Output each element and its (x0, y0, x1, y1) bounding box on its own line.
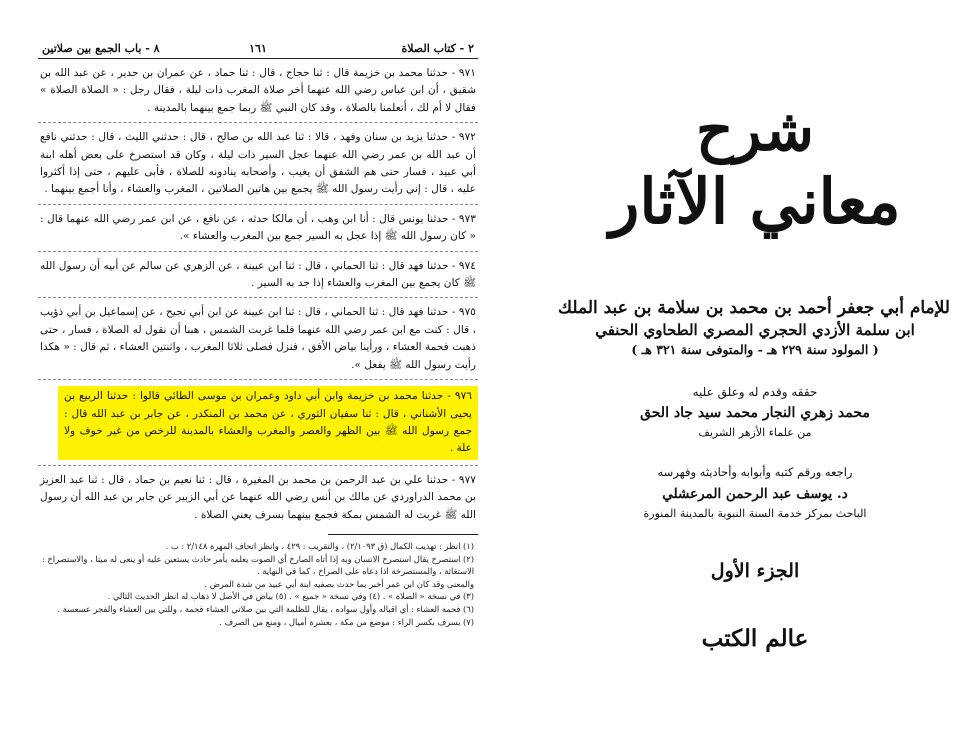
hadith-977: ٩٧٧ - حدثنا علي بن عبد الرحمن بن محمد بن المغيرة ، قال : ثنا نعيم بن حماد ، قال : ثنا عبد العزيز بن محمد الدراوردي عن مالك بن أنس رضي الله عنهما عن أبي الزبير عن جابر بن عبد الله أن رسول الله ﷺ غربت له الشمس بمكة فجمع بينهما بسرف يعني الصلاة . (40, 473, 476, 521)
editor-names: محمد زهري النجار محمد سيد جاد الحق (640, 405, 870, 421)
hadith-974: ٩٧٤ - حدثنا فهد قال : ثنا الحماني ، قال : ثنا ابن عيينة ، عن الزهري عن سالم عن أبيه أن رسول الله ﷺ كان يجمع بين المغرب والعشاء إذا جد به السير . (40, 259, 476, 290)
author-line-2: ابن سلمة الأزدي الحجري المصري الطحاوي الحنفي (595, 321, 915, 339)
reviser-credit-heading: راجعه ورقم كتبه وأبوابه وأحاديثه وفهرسه (657, 465, 853, 479)
footnote: (٣) في نسخة « الصلاة » . (٤) وفي نسخة « جميع » . (٥) بياض في الأصل لا ذهاب له انظر الحديث التالي . (107, 591, 474, 602)
hadith-divider (38, 465, 478, 467)
hadith-divider (38, 297, 478, 299)
footnote: (١) انظر : تهذيب الكمال (ق ٢/١٠٩٣) ، والتقريب : ٤٢٩ ، وانظر اتحاف المهرة ٢/١٤٨ : ب . (165, 540, 474, 551)
hadith-976-highlighted: ٩٧٦ - حدثنا محمد بن خزيمة وابن أبي داود وعمران بن موسى الطائي قالوا : حدثنا الربيع بن يحيى الأشناني ، قال : ثنا سفيان الثوري ، عن محمد بن المنكدر ، عن جابر بن عبد الله قال : جمع رسول الله ﷺ بين الظهر والعصر والمغرب والعشاء بالمدينة للرخص من غير خوف ولا علة . (58, 386, 478, 460)
running-head-book: ٢ - كتاب الصلاة (401, 42, 474, 55)
running-head-chapter: ٨ - باب الجمع بين صلاتين (42, 42, 160, 55)
editor-credit-heading: حققه وقدم له وعلق عليه (692, 385, 818, 399)
running-head (38, 40, 478, 59)
hadith-975: ٩٧٥ - حدثنا فهد قال : ثنا الحماني ، قال : ثنا ابن عيينة عن ابن أبي نجيح ، عن إسماعيل بن أبي ذؤيب ، قال : كنت مع ابن عمر رضي الله عنهما فلما غربت الشمس ، هبنا أن نقول له الصلاة ، فسار ، حتى ذهبت فحمة العشاء ، ورأينا بياض الأفق ، فنزل فصلى ثلاثا المغرب ، واثنتين العشاء ، ثم قال : « هكذا رأيت رسول الله ﷺ يفعل ». (40, 306, 476, 371)
book-title-line-1: شرح (695, 96, 815, 164)
footnote: (٢) استصرخ يقال استصرخ الانسان وبه إذا أتاه الصارخ أي الصوت يعلمه بأمر حادث يستعين عليه أو ينعى له ميتا ، والاستصراخ : الاستغاثة ، والمستصرخة اذا دعاه على الصراخ ، كما في النهاية . (41, 553, 474, 577)
left-page (38, 40, 478, 690)
footnote: والمعنى وقد كان ابن عمر أخبر بما حدث بصفيه ابنة أبي عبيد من شدة المرض . (204, 578, 474, 589)
hadith-972: ٩٧٢ - حدثنا يزيد بن سنان وفهد ، قالا : ثنا عبد الله بن صالح ، قال : حدثني الليث ، قال : حدثني نافع أن عبد الله بن عمر رضي الله عنهما عجل السير ذات ليلة ، وكان قد استصرخ على بعض أهله ابنة أبي عبيد ، فسار حتى هم الشفق أن يغيب ، وأصحابه ينادونه للصلاة ، فأبى عليهم ، حتى إذا أكثروا عليه ، قال : إني رأيت رسول الله ﷺ يجمع بين هاتين الصلاتين ، المغرب والعشاء ، وأنا أجمع بينهما . (40, 131, 476, 196)
volume-label: الجزء الأول (710, 560, 800, 582)
book-title-line-2: معاني الآثار (609, 165, 901, 238)
hadith-divider (38, 122, 478, 124)
reviser-name: د. يوسف عبد الرحمن المرعشلي (662, 486, 848, 502)
book-title (560, 95, 950, 239)
footnote: (٦) فحمة العشاء : أي اقباله وأول سواده ، يقال للظلمة التي بين صلاتي العشاء فحمة ، وللتي بين العشاء والفجر عسعسة . (57, 603, 474, 614)
editor-affiliation: من علماء الأزهر الشريف (698, 426, 812, 439)
hadith-divider (38, 251, 478, 253)
hadith-971: ٩٧١ - حدثنا محمد بن خزيمة قال : ثنا حجاج ، قال : ثنا حماد ، عن عمران بن حدير ، عن عبد الله بن شقيق ، أن ابن عباس رضي الله عنهما أخر صلاة المغرب ذات ليلة ، فقال رجل : « الصلاة الصلاة » فقال لا أم لك ، أتعلمنا بالصلاة ، وقد كان النبي ﷺ ربما جمع بينهما بالمدينة . (40, 67, 476, 114)
publisher-name: عالم الكتب (701, 625, 809, 652)
author-line-1: للإمام أبي جعفر أحمد بن محمد بن سلامة بن عبد الملك (558, 298, 950, 318)
footnote: (٧) بسرف بكسر الراء : موضع من مكة ، بعشرة أميال ، ومنع من الصرف . (219, 616, 474, 627)
author-dates: ( المولود سنة ٢٢٩ هـ - والمتوفى سنة ٣٢١ هـ ) (631, 342, 879, 357)
page-number: ١٦١ (249, 42, 267, 55)
reviser-affiliation: الباحث بمركز خدمة السنة النبوية بالمدينة المنورة (643, 507, 867, 520)
hadith-divider (38, 204, 478, 206)
title-page (560, 40, 950, 690)
footnote-rule (328, 534, 478, 535)
hadith-973: ٩٧٣ - حدثنا يونس قال : أنا ابن وهب ، أن مالكا حدثه ، عن نافع ، عن ابن عمر رضي الله عنهما قال : « كان رسول الله ﷺ إذا عجل به السير جمع بين المغرب والعشاء ». (40, 212, 476, 243)
hadith-divider (38, 379, 478, 381)
